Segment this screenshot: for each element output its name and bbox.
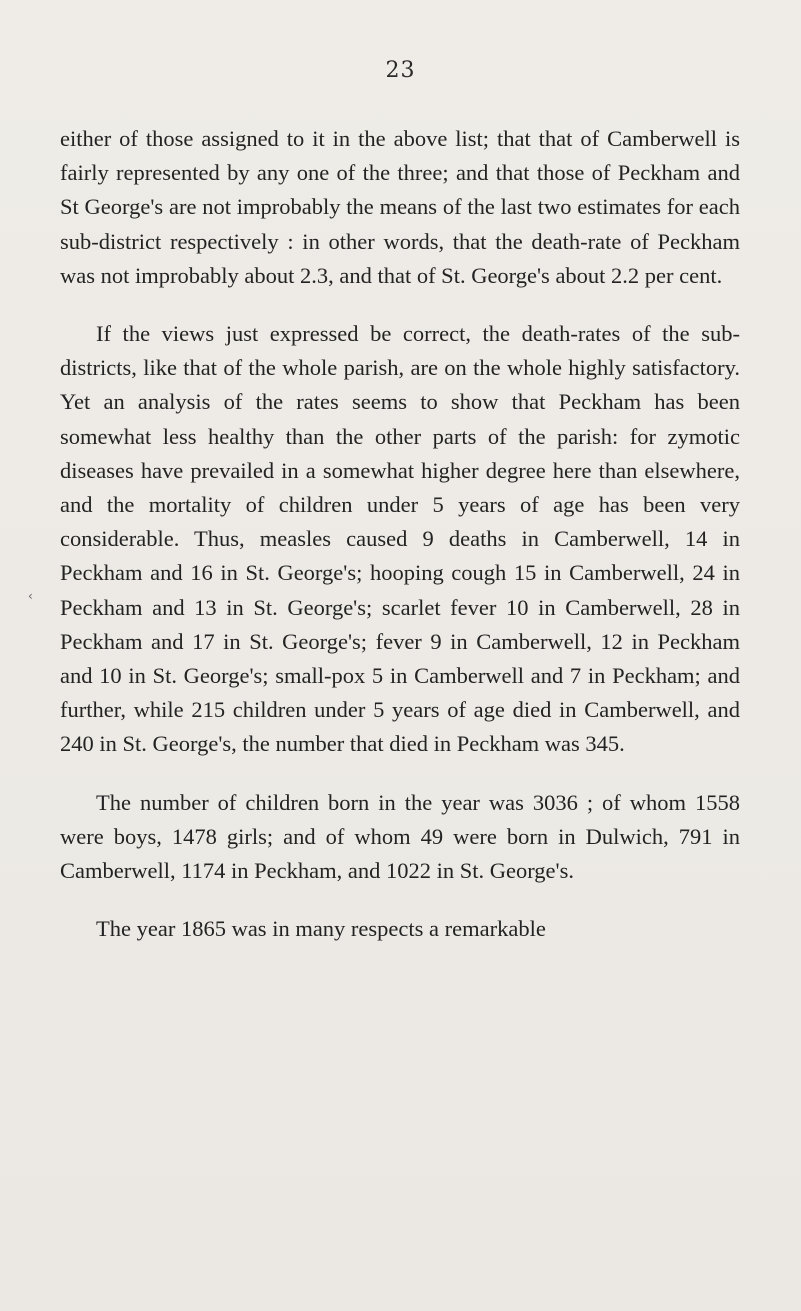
paragraph-3: The number of children born in the year was 3036 ; of whom 1558 were boys, 1478 girls; and of whom 49 were born in Dulwich, 791 in Camberwell, 1174 in Peckham, and 1022 in St. George's.	[60, 789, 740, 884]
paragraph-4: The year 1865 was in many respects a remarkable	[96, 916, 546, 942]
page-body	[60, 122, 740, 946]
margin-mark: ‹	[28, 589, 33, 603]
paragraph-2: If the views just expressed be correct, the death-rates of the sub-districts, like that of the whole parish, are on the whole highly satisfactory. Yet an analysis of the rates seems to show that Peckham has been somewhat less healthy than the other parts of the parish: for zymotic diseases have prevailed in a somewhat higher degree here than elsewhere, and the mortality of children under 5 years of age has been very considerable. Thus, measles caused 9 deaths in Camberwell, 14 in Peckham and 16 in St. George's; hooping cough 15 in Camberwell, 24 in Peckham and 13 in St. George's; scarlet fever 10 in Camberwell, 28 in Peckham and 17 in St. George's; fever 9 in Camberwell, 12 in Peckham and 10 in St. George's; small-pox 5 in Camberwell and 7 in Peckham; and further, while 215 children under 5 years of age died in Camberwell, and 240 in St. George's, the number that died in Peckham was 345.	[60, 321, 740, 757]
paragraph-1: either of those assigned to it in the above list; that that of Camberwell is fairly represented by any one of the three; and that those of Peckham and St George's are not improbably the means of the last two estimates for each sub-district respectively : in other words, that the death-rate of Peckham was not improbably about 2.3, and that of St. George's about 2.2 per cent.	[60, 126, 740, 288]
page-number: 23	[385, 58, 416, 83]
